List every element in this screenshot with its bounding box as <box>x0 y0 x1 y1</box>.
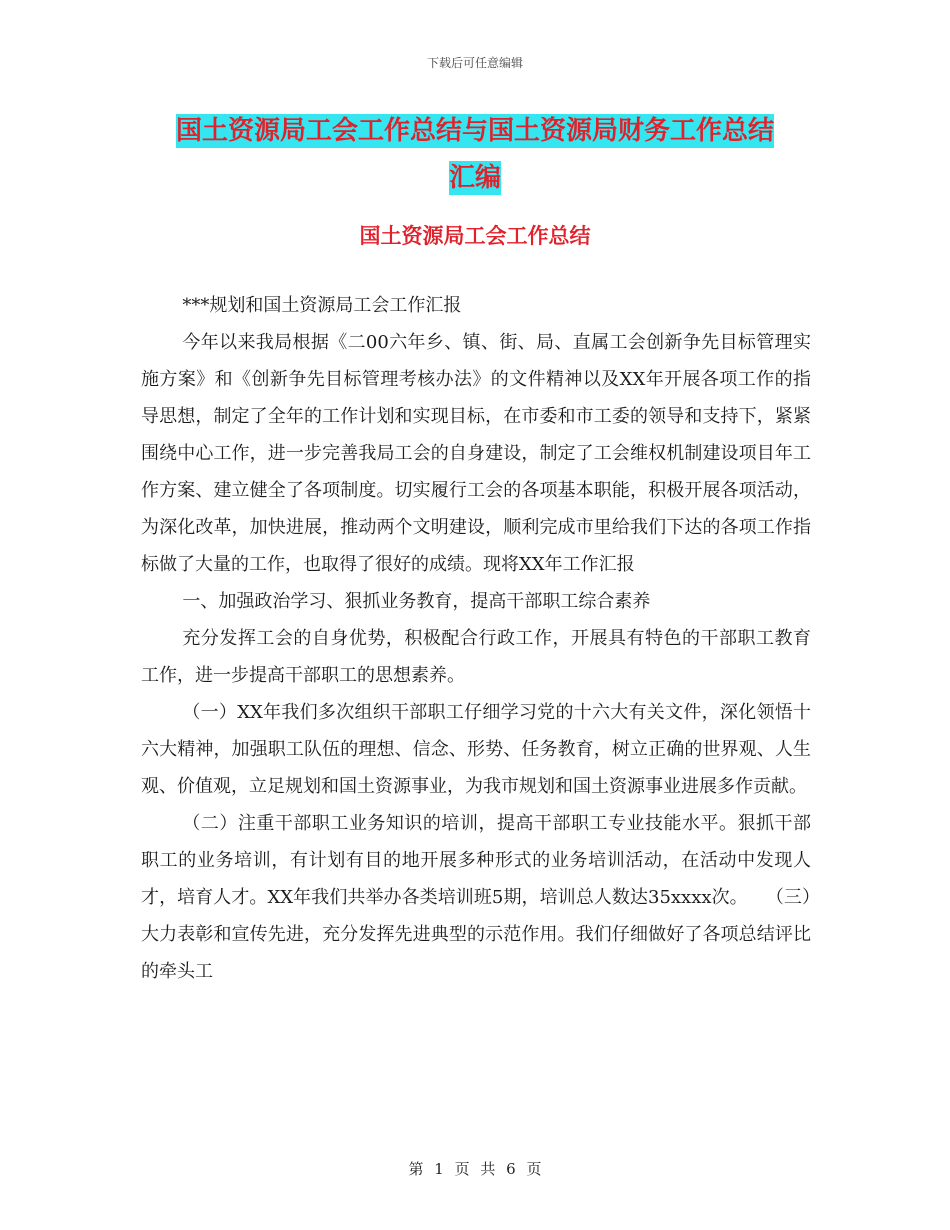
paragraph-section-one-heading: 一、加强政治学习、狠抓业务教育，提高干部职工综合素养 <box>182 591 651 612</box>
paragraph-intro: 今年以来我局根据《二00六年乡、镇、街、局、直属工会创新争先目标管理实施方案》和《创新争先目标管理考核办法》的文件精神以及XX年开展各项工作的指导思想，制定了全年的工作计划和实现目标，在市委和市工委的领导和支持下，紧紧围绕中心工作，进一步完善我局工会的自身建设，制定了工会维权机制建设项目年工作方案、建立健全了各项制度。切实履行工会的各项基本职能，积极开展各项活动，为深化改革，加快进展，推动两个文明建设，顺利完成市里给我们下达的各项工作指标做了大量的工作，也取得了很好的成绩。现将XX年工作汇报 <box>141 332 811 575</box>
page-number: 第 1 页 共 6 页 <box>408 1160 542 1178</box>
document-body <box>141 287 811 990</box>
document-title-line-1: 国土资源局工会工作总结与国土资源局财务工作总结 <box>175 116 774 146</box>
page-header-note: 下载后可任意编辑 <box>426 56 523 70</box>
document-title-line-2: 汇编 <box>448 163 501 193</box>
paragraph-item-one: （一）XX年我们多次组织干部职工仔细学习党的十六大有关文件，深化领悟十六大精神，加强职工队伍的理想、信念、形势、任务教育，树立正确的世界观、人生观、价值观，立足规划和国土资源事业，为我市规划和国土资源事业进展多作贡献。 <box>141 702 811 797</box>
paragraph-section-one-lead: 充分发挥工会的自身优势，积极配合行政工作，开展具有特色的干部职工教育工作，进一步提高干部职工的思想素养。 <box>141 628 811 686</box>
document-title <box>140 108 810 202</box>
section-title: 国土资源局工会工作总结 <box>359 224 591 248</box>
paragraph-item-two: （二）注重干部职工业务知识的培训，提高干部职工专业技能水平。狠抓干部职工的业务培训，有计划有目的地开展多种形式的业务培训活动，在活动中发现人才，培育人才。XX年我们共举办各类培训班5期，培训总人数达35xxxx次。 （三）大力表彰和宣传先进，充分发挥先进典型的示范作用。我们仔细做好了各项总结评比的牵头工 <box>141 813 811 982</box>
paragraph-report-heading: ***规划和国土资源局工会工作汇报 <box>182 295 462 316</box>
